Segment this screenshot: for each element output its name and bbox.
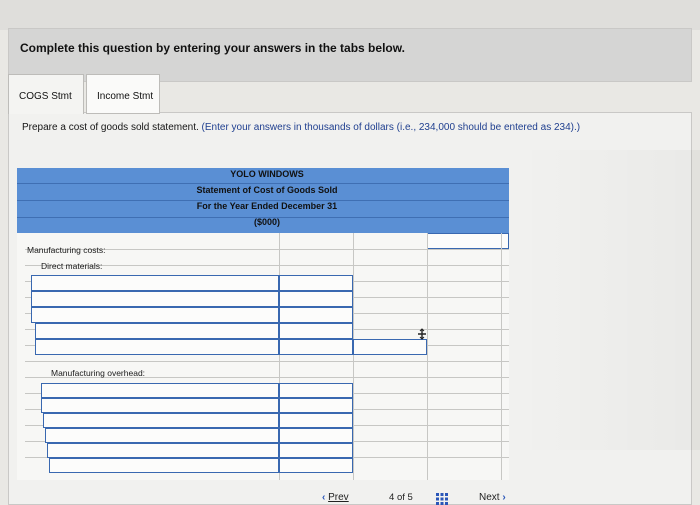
oh-label-input-4[interactable] bbox=[45, 428, 279, 443]
statement-period: For the Year Ended December 31 bbox=[196, 201, 338, 211]
instructions-paren: (Enter your answers in thousands of dollars (i.e., 234,000 should be entered as 234).) bbox=[201, 122, 581, 133]
tab-cogs-stmt[interactable] bbox=[8, 74, 84, 114]
oh-label-input-1[interactable] bbox=[41, 383, 279, 398]
oh-label-input-3[interactable] bbox=[43, 413, 279, 428]
tab-income-stmt-label: Income Stmt bbox=[97, 91, 154, 102]
prev-button[interactable] bbox=[322, 492, 349, 503]
dm-label-input-5[interactable] bbox=[35, 339, 279, 355]
statement-units: ($000) bbox=[253, 217, 280, 227]
oh-label-input-5[interactable] bbox=[47, 443, 279, 458]
top-band bbox=[0, 0, 700, 30]
next-label: Next bbox=[479, 492, 500, 503]
oh-amount-input-5[interactable] bbox=[279, 443, 353, 458]
instructions-main: Prepare a cost of goods sold statement. bbox=[22, 122, 202, 133]
tab-cogs-stmt-label: COGS Stmt bbox=[19, 91, 72, 102]
dm-label-input-3[interactable] bbox=[31, 307, 279, 323]
statement-header bbox=[17, 168, 509, 233]
question-title: Complete this question by entering your answers in the tabs below. bbox=[20, 41, 405, 55]
page-of: of bbox=[396, 492, 405, 503]
oh-amount-input-3[interactable] bbox=[279, 413, 353, 428]
instructions bbox=[22, 122, 652, 134]
page-indicator bbox=[389, 492, 413, 503]
header-amount-input[interactable] bbox=[427, 233, 509, 249]
oh-label-input-2[interactable] bbox=[41, 398, 279, 413]
direct-materials-label: Direct materials: bbox=[41, 261, 103, 271]
oh-amount-input-6[interactable] bbox=[279, 458, 353, 473]
statement-title: Statement of Cost of Goods Sold bbox=[196, 185, 338, 195]
dm-amount-input-5[interactable] bbox=[279, 339, 353, 355]
shadow bbox=[520, 150, 700, 450]
dm-amount-input-3[interactable] bbox=[279, 307, 353, 323]
dm-label-input-1[interactable] bbox=[31, 275, 279, 291]
chevron-right-icon: › bbox=[502, 492, 506, 503]
dm-amount-input-1[interactable] bbox=[279, 275, 353, 291]
oh-amount-input-1[interactable] bbox=[279, 383, 353, 398]
oh-label-input-6[interactable] bbox=[49, 458, 279, 473]
dm-amount-input-4[interactable] bbox=[279, 323, 353, 339]
company-name: YOLO WINDOWS bbox=[230, 169, 304, 179]
prev-label: Prev bbox=[328, 492, 349, 503]
dm-amount-input-2[interactable] bbox=[279, 291, 353, 307]
oh-amount-input-2[interactable] bbox=[279, 398, 353, 413]
next-button[interactable] bbox=[479, 492, 506, 503]
tab-income-stmt[interactable] bbox=[86, 74, 160, 114]
oh-amount-input-4[interactable] bbox=[279, 428, 353, 443]
manufacturing-overhead-label: Manufacturing overhead: bbox=[51, 368, 146, 378]
chevron-left-icon: ‹ bbox=[322, 492, 326, 503]
dm-label-input-4[interactable] bbox=[35, 323, 279, 339]
grid-icon[interactable] bbox=[436, 493, 448, 505]
move-cursor-icon bbox=[417, 328, 427, 340]
manufacturing-costs-label: Manufacturing costs: bbox=[27, 245, 106, 255]
current-page: 4 bbox=[389, 492, 395, 503]
dm-total-input[interactable] bbox=[353, 339, 427, 355]
dm-label-input-2[interactable] bbox=[31, 291, 279, 307]
total-pages: 5 bbox=[407, 492, 413, 503]
cogs-statement-worksheet bbox=[17, 168, 509, 480]
